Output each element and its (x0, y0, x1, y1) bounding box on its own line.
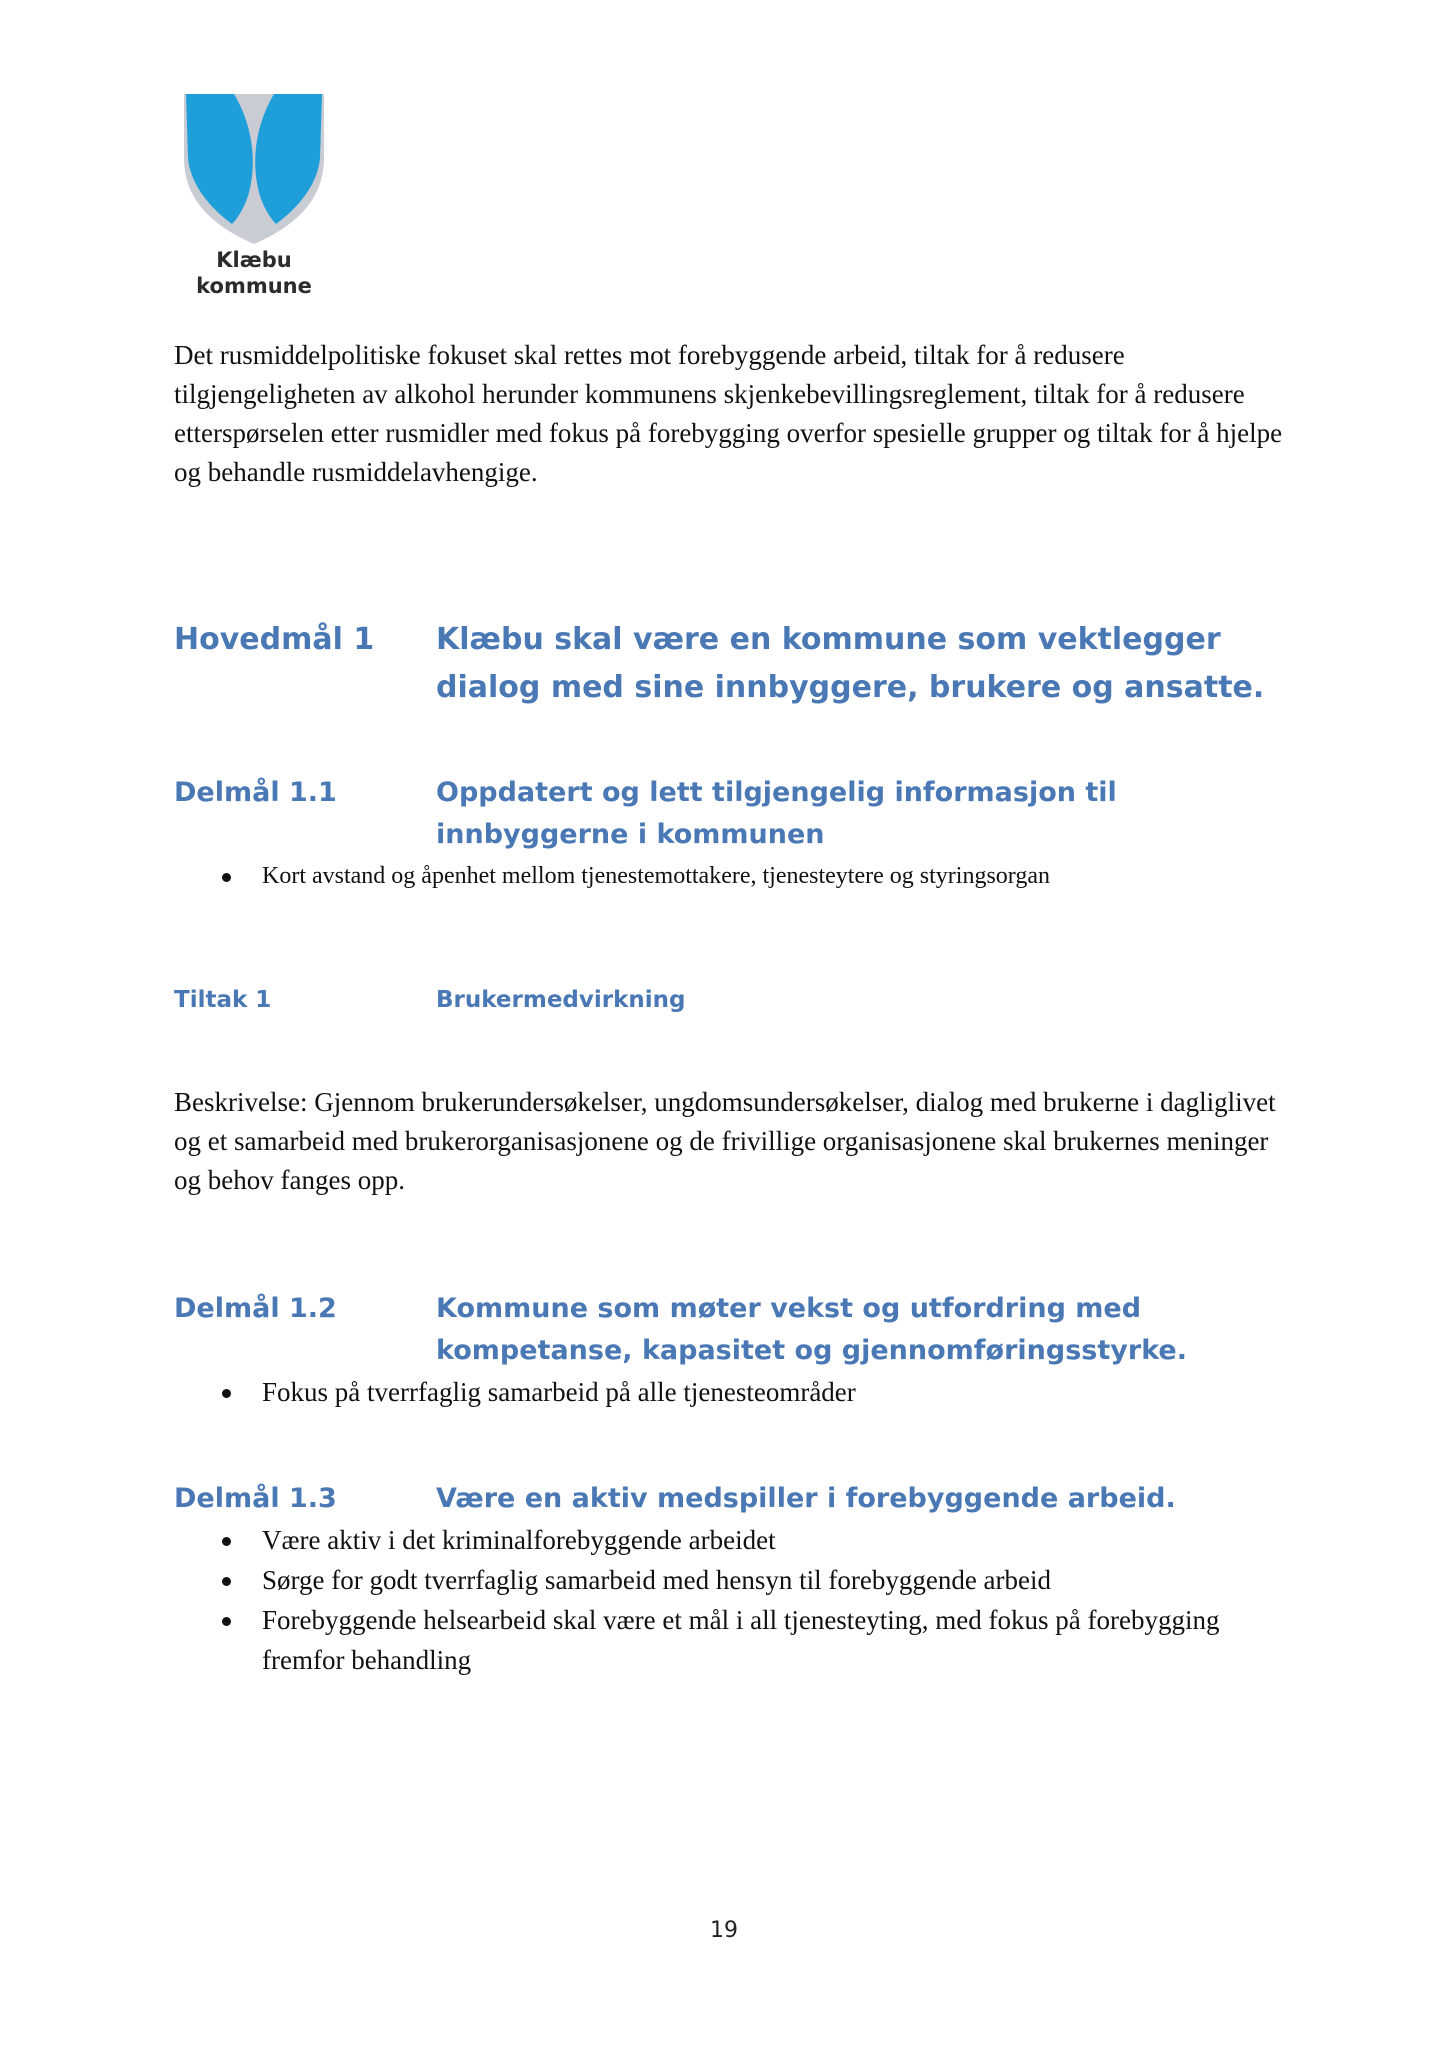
list-item (174, 856, 1274, 896)
bullet-text: Sørge for godt tverrfaglig samarbeid med hensyn til forebyggende arbeid (262, 1565, 1052, 1595)
hovedmal-1-text: Klæbu skal være en kommune som vektlegger dialog med sine innbyggere, brukere og ansatte. (436, 622, 1265, 705)
list-item (174, 1600, 1272, 1680)
bullet-text: Fokus på tverrfaglig samarbeid på alle tjenesteområder (262, 1377, 856, 1407)
bullet-text: Være aktiv i det kriminalforebyggende arbeidet (262, 1525, 776, 1555)
hovedmal-1-label: Hovedmål 1 (174, 622, 375, 657)
delmal-1-1-label: Delmål 1.1 (174, 777, 337, 808)
delmal-1-2-text: Kommune som møter vekst og utfordring med kompetanse, kapasitet og gjennomføringsstyrke. (436, 1293, 1187, 1366)
bullet-icon (222, 1577, 231, 1586)
tiltak-1-label: Tiltak 1 (174, 987, 272, 1013)
delmal-1-3-label: Delmål 1.3 (174, 1483, 337, 1514)
logo-text-kommune: kommune (196, 274, 312, 298)
klaebu-kommune-logo (176, 88, 332, 304)
delmal-1-2-label: Delmål 1.2 (174, 1293, 337, 1324)
list-item (174, 1520, 1274, 1560)
delmal-1-2-bullet-list (174, 1372, 1274, 1412)
bullet-text: Forebyggende helsearbeid skal være et mål i all tjenesteyting, med fokus på forebygging fremfor behandling (262, 1605, 1220, 1675)
bullet-text: Kort avstand og åpenhet mellom tjenestemottakere, tjenesteytere og styringsorgan (262, 863, 1050, 889)
delmal-1-1-text: Oppdatert og lett tilgjengelig informasjon til innbyggerne i kommunen (436, 777, 1117, 850)
bullet-icon (222, 873, 231, 882)
bullet-icon (222, 1617, 231, 1626)
coat-of-arms-icon (176, 88, 332, 248)
intro-paragraph: Det rusmiddelpolitiske fokuset skal rettes mot forebyggende arbeid, tiltak for å redusere tilgjengeligheten av alkohol herunder kommunens skjenkebevillingsreglement, tiltak for å redusere etterspørselen etter rusmidler med fokus på forebygging overfor spesielle grupper og tiltak for å hjelpe og behandle rusmiddelavhengige. (174, 340, 1283, 487)
logo-text-klaebu: Klæbu (216, 248, 292, 272)
delmal-1-3-text: Være en aktiv medspiller i forebyggende arbeid. (436, 1483, 1176, 1514)
page-number: 19 (710, 1918, 738, 1943)
delmal-1-1-bullet-list (174, 856, 1274, 896)
list-item (174, 1560, 1274, 1600)
list-item (174, 1372, 1274, 1412)
delmal-1-3-bullet-list (174, 1520, 1274, 1680)
bullet-icon (222, 1389, 231, 1398)
bullet-icon (222, 1537, 231, 1546)
tiltak-1-description: Beskrivelse: Gjennom brukerundersøkelser, ungdomsundersøkelser, dialog med brukerne i dagliglivet og et samarbeid med brukerorganisasjonene og de frivillige organisasjonene skal brukernes meninger og behov fanges opp. (174, 1087, 1276, 1195)
tiltak-1-text: Brukermedvirkning (436, 987, 686, 1013)
